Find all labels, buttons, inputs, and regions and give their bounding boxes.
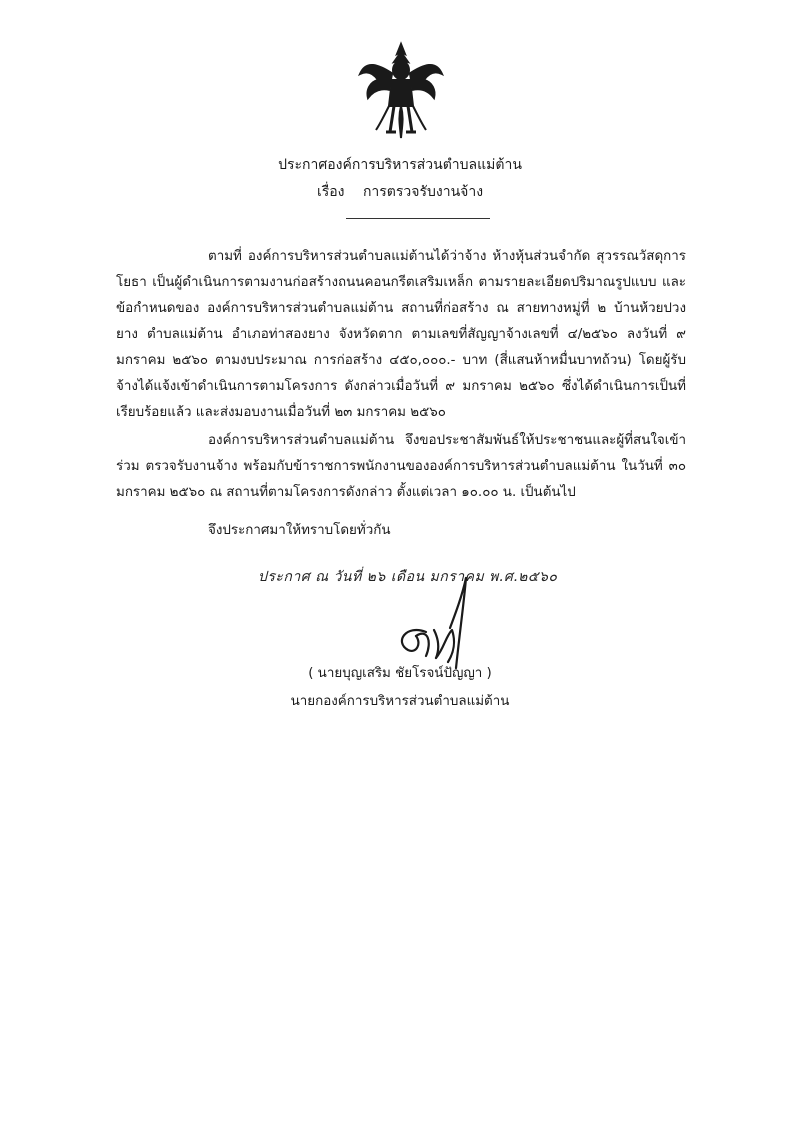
signatory-name: ( นายบุญเสริม ชัยโรจน์ปัญญา )	[308, 666, 492, 681]
signatory-position: นายกองค์การบริหารส่วนตำบลแม่ต้าน	[290, 694, 510, 709]
announcement-date: ประกาศ ณ วันที่ ๒๖ เดือน มกราคม พ.ศ.๒๕๖๐	[258, 569, 558, 585]
header-divider	[346, 218, 490, 219]
garuda-emblem-icon	[356, 40, 446, 140]
closing-line: จึงประกาศมาให้ทราบโดยทั่วกัน	[208, 523, 391, 538]
announcement-title: ประกาศองค์การบริหารส่วนตำบลแม่ต้าน	[278, 157, 522, 173]
signature-icon	[386, 572, 496, 672]
subject-text: การตรวจรับงานจ้าง	[362, 184, 484, 200]
subject-label: เรื่อง	[316, 184, 345, 200]
subject-line	[0, 181, 800, 203]
body-paragraph-1: ตามที่ องค์การบริหารส่วนตำบลแม่ต้านได้ว่าจ้าง ห้างหุ้นส่วนจำกัด สุวรรณวัสดุการโยธา เป็นผู้ดำเนินการตามงานก่อสร้างถนนคอนกรีตเสริมเหล็ก ตามรายละเอียดปริมาณรูปแบบ และข้อกำหนดของ องค์การบริหารส่วนตำบลแม่ต้าน สถานที่ก่อสร้าง ณ สายทางหมู่ที่ ๒ บ้านห้วยปวงยาง ตำบลแม่ต้าน อำเภอท่าสองยาง จังหวัดตาก ตามเลขที่สัญญาจ้างเลขที่ ๔/๒๕๖๐ ลงวันที่ ๙ มกราคม ๒๕๖๐ ตามงบประมาณ การก่อสร้าง ๔๕๐,๐๐๐.- บาท (สี่แสนห้าหมื่นบาทถ้วน) โดยผู้รับจ้างได้แจ้งเข้าดำเนินการตามโครงการ ดังกล่าวเมื่อวันที่ ๙ มกราคม ๒๕๖๐ ซึ่งได้ดำเนินการเป็นที่เรียบร้อยแล้ว และส่งมอบงานเมื่อวันที่ ๒๓ มกราคม ๒๕๖๐	[116, 249, 686, 420]
body-paragraph-2: องค์การบริหารส่วนตำบลแม่ต้าน จึงขอประชาสัมพันธ์ให้ประชาชนและผู้ที่สนใจเข้าร่วม ตรวจรับงานจ้าง พร้อมกับข้าราชการพนักงานขององค์การบริหารส่วนตำบลแม่ต้าน ในวันที่ ๓๐ มกราคม ๒๕๖๐ ณ สถานที่ตามโครงการดังกล่าว ตั้งแต่เวลา ๑๐.๐๐ น. เป็นต้นไป	[116, 433, 686, 500]
